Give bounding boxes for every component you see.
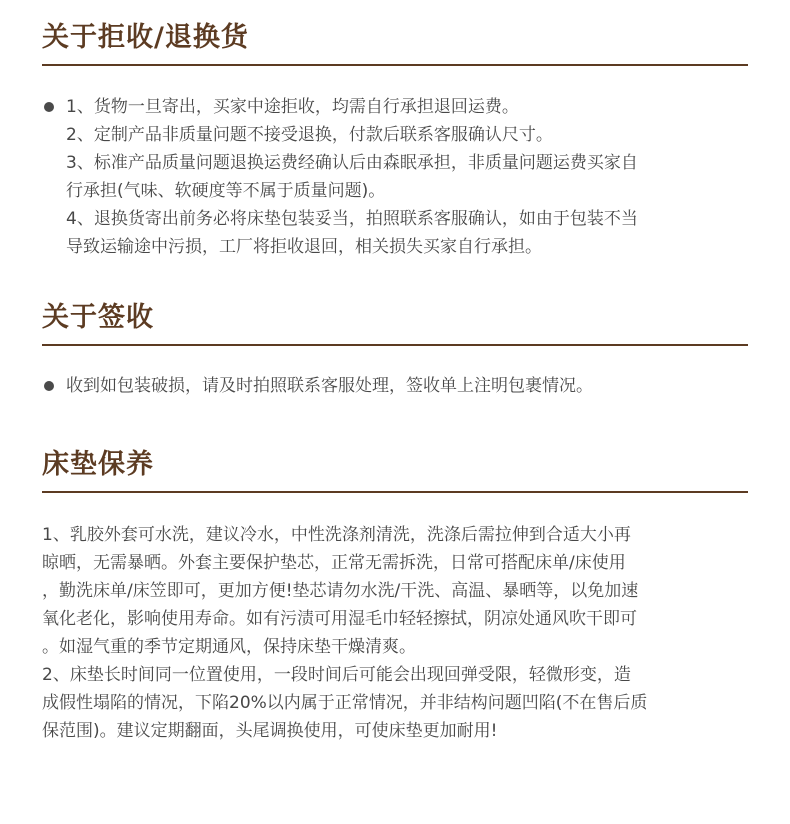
bullet-dot-icon [44,381,54,391]
care-line-8: 保范围)。建议定期翻面，头尾调换使用，可使床垫更加耐用! [42,721,498,741]
section-divider [42,344,748,346]
returns-line-3: 3、标准产品质量问题退换运费经确认后由森眠承担，非质量问题运费买家自 [66,153,638,173]
section-title-care: 床垫保养 [42,449,154,480]
section-title-receipt: 关于签收 [42,302,154,333]
section-receipt [42,300,748,400]
care-line-2: 晾晒，无需暴晒。外套主要保护垫芯，正常无需拆洗，日常可搭配床单/床使用 [42,553,626,573]
care-line-5: 。如湿气重的季节定期通风，保持床垫干燥清爽。 [42,637,416,657]
care-instructions-text [42,521,748,745]
section-divider [42,491,748,493]
receipt-line-1: 收到如包装破损，请及时拍照联系客服处理，签收单上注明包裹情况。 [42,372,748,400]
returns-line-6: 导致运输途中污损，工厂将拒收退回，相关损失买家自行承担。 [66,237,542,257]
bullet-dot-icon [44,102,54,112]
returns-policy-text [42,93,748,261]
receipt-policy-text [42,372,748,400]
care-line-7: 成假性塌陷的情况，下陷20%以内属于正常情况，并非结构问题凹陷(不在售后质 [42,693,648,713]
returns-line-1: 1、货物一旦寄出，买家中途拒收，均需自行承担退回运费。 [42,93,748,121]
care-line-6: 2、床垫长时间同一位置使用，一段时间后可能会出现回弹受限，轻微形变，造 [42,665,631,685]
care-line-1: 1、乳胶外套可水洗，建议冷水，中性洗涤剂清洗，洗涤后需拉伸到合适大小再 [42,525,631,545]
care-line-4: 氧化老化，影响使用寿命。如有污渍可用湿毛巾轻轻擦拭，阴凉处通风吹干即可 [42,609,637,629]
returns-line-5: 4、退换货寄出前务必将床垫包装妥当，拍照联系客服确认，如由于包装不当 [66,209,638,229]
section-care [42,447,748,745]
section-title-returns: 关于拒收/退换货 [42,22,249,53]
returns-line-2: 2、定制产品非质量问题不接受退换，付款后联系客服确认尺寸。 [66,125,553,145]
care-line-3: ，勤洗床单/床笠即可，更加方便!垫芯请勿水洗/干洗、高温、暴晒等，以免加速 [42,581,639,601]
section-returns [42,20,748,261]
section-divider [42,64,748,66]
returns-line-4: 行承担(气味、软硬度等不属于质量问题)。 [66,181,386,201]
